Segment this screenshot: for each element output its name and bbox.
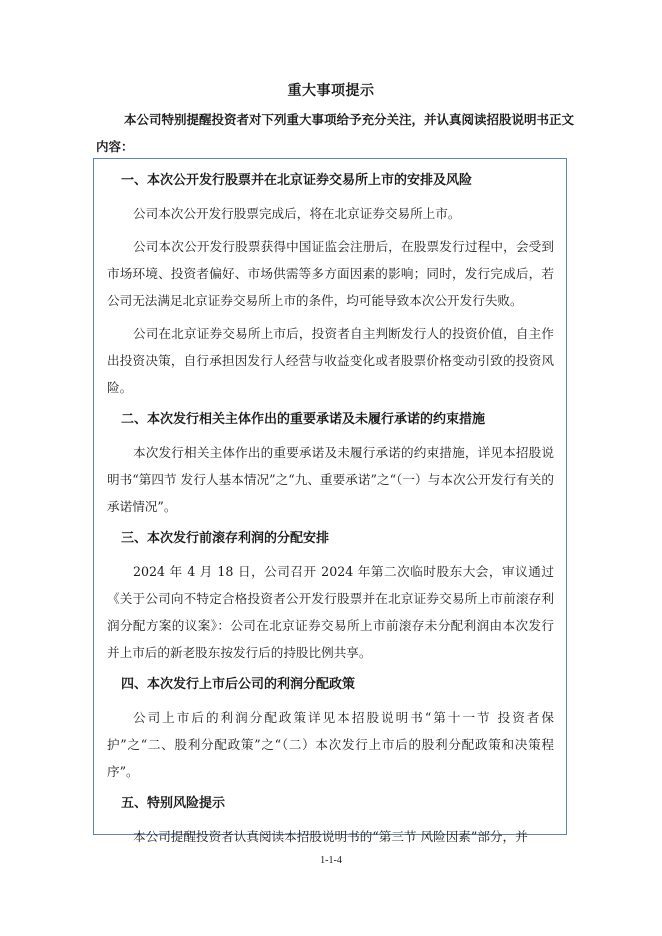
paragraph: 公司上市后的利润分配政策详见本招股说明书“第十一节 投资者保护”之“二、股利分配政策”之“（二）本次发行上市后的股利分配政策和决策程序”。	[107, 710, 554, 779]
paragraph: 2024 年 4 月 18 日，公司召开 2024 年第二次临时股东大会，审议通过《关于公司向不特定合格投资者公开发行股票并在北京证券交易所上市前滚存利润分配方案的议案》：公司在北京证券交易所上市前滚存未分配利润由本次发行并上市后的新老股东按发行后的持股比例共享。	[107, 564, 554, 660]
paragraph: 公司在北京证券交易所上市后，投资者自主判断发行人的投资价值，自主作出投资决策，自行承担因发行人经营与收益变化或者股票价格变动引致的投资风险。	[107, 326, 554, 395]
section-heading: 一、本次公开发行股票并在北京证券交易所上市的安排及风险	[121, 173, 473, 188]
paragraph: 本次发行相关主体作出的重要承诺及未履行承诺的约束措施，详见本招股说明书“第四节 发行人基本情况”之“九、重要承诺”之“（一）与本次公开发行有关的承诺情况”。	[107, 445, 554, 514]
section-2	[107, 407, 554, 520]
paragraph: 公司本次公开发行股票获得中国证监会注册后，在股票发行过程中，会受到市场环境、投资者偏好、市场供需等多方面因素的影响；同时，发行完成后，若公司无法满足北京证券交易所上市的条件，均可能导致本次公开发行失败。	[107, 239, 554, 308]
intro-paragraph: 本公司特别提醒投资者对下列重大事项给予充分关注，并认真阅读招股说明书正文内容：	[96, 112, 575, 154]
notice-frame[interactable]	[93, 158, 567, 844]
section-heading: 五、特别风险提示	[121, 796, 226, 811]
section-1	[107, 168, 554, 401]
page-number: 1-1-4	[320, 855, 342, 866]
section-4	[107, 672, 554, 785]
section-3	[107, 526, 554, 666]
section-5	[107, 791, 554, 850]
section-heading: 二、本次发行相关主体作出的重要承诺及未履行承诺的约束措施	[121, 412, 486, 427]
section-heading: 三、本次发行前滚存利润的分配安排	[121, 531, 330, 546]
section-heading: 四、本次发行上市后公司的利润分配政策	[121, 677, 356, 692]
paragraph: 本公司提醒投资者认真阅读本招股说明书的“第三节 风险因素”部分，并	[133, 829, 528, 844]
document-title: 重大事项提示	[287, 83, 375, 99]
paragraph: 公司本次公开发行股票完成后，将在北京证券交易所上市。	[133, 206, 461, 221]
